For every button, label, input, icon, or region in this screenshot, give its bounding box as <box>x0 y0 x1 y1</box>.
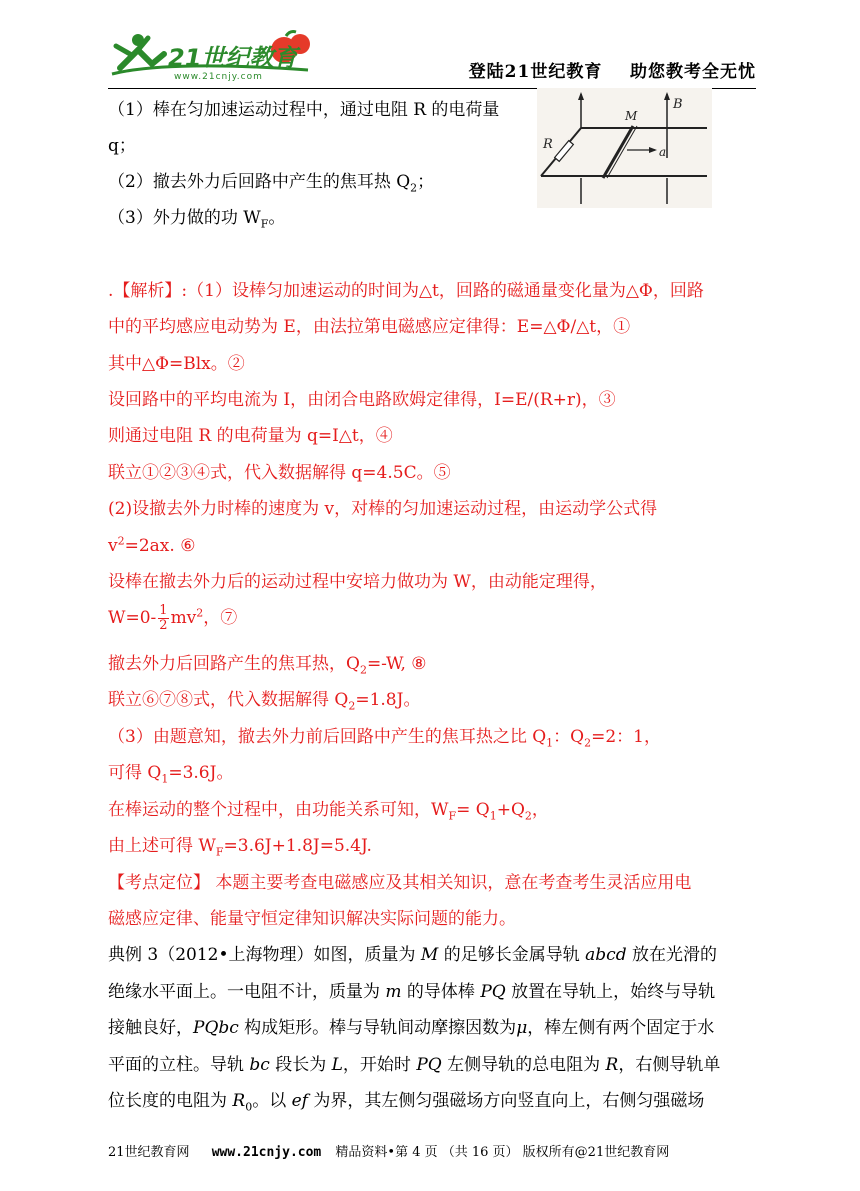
text: = Q <box>456 800 490 820</box>
var-bc: bc <box>249 1055 270 1075</box>
superscript: 2 <box>117 534 125 548</box>
logo-text: 21世纪教育 <box>168 44 298 72</box>
solution-line-15 <box>108 799 549 821</box>
page-footer <box>108 1141 756 1160</box>
question-1-line-2: q； <box>108 136 136 156</box>
fraction <box>158 604 168 633</box>
page-header <box>108 24 756 90</box>
solution-line-6: 联立①②③④式，代入数据解得 q=4.5C。⑤ <box>108 463 451 483</box>
text: 由上述可得 W <box>108 836 216 856</box>
label-b: B <box>673 97 683 112</box>
text: ，开始时 <box>342 1055 417 1075</box>
text: ； <box>417 172 435 192</box>
example-line-4 <box>108 1054 720 1076</box>
solution-line-3: 其中△Φ=Blx。② <box>108 354 245 374</box>
rail-diagram <box>537 88 712 208</box>
var-l: L <box>331 1055 343 1075</box>
text: （3）外力做的功 W <box>108 208 261 228</box>
label-m: M <box>625 109 638 123</box>
numerator: 1 <box>159 603 168 618</box>
solution-line-7: (2)设撤去外力时棒的速度为 v，对棒的匀加速运动过程，由运动学公式得 <box>108 499 658 519</box>
subscript: 2 <box>524 809 532 823</box>
example-line-5 <box>108 1090 704 1112</box>
subscript: 2 <box>410 181 418 195</box>
text: 接触良好， <box>108 1018 193 1038</box>
example-line-3 <box>108 1017 714 1039</box>
text: =3.6J。 <box>168 763 234 783</box>
text: 构成矩形。棒与导轨间动摩擦因数为 <box>238 1018 517 1038</box>
solution-line-2: 中的平均感应电动势为 E，由法拉第电磁感应定律得：E=△Φ/△t，① <box>108 317 631 337</box>
text: ：Q <box>553 727 585 747</box>
solution-line-8 <box>108 535 195 557</box>
text: 的足够长金属导轨 <box>438 945 586 965</box>
label-a: a <box>659 145 667 159</box>
var-r: R <box>605 1055 619 1075</box>
solution-line-17: 【考点定位】 本题主要考查电磁感应及其相关知识，意在考查考生灵活应用电 <box>108 873 692 893</box>
text: 联立⑥⑦⑧式，代入数据解得 Q <box>108 690 349 710</box>
header-slogan: 登陆21世纪教育 助您教考全无忧 <box>468 62 756 82</box>
text: =1.8J。 <box>355 690 421 710</box>
circuit-figure <box>537 88 712 208</box>
var-pq: PQ <box>416 1055 442 1075</box>
solution-line-10 <box>108 604 237 633</box>
var-m-capital: M <box>420 945 439 965</box>
var-abcd: abcd <box>585 945 627 965</box>
text: =-W, ⑧ <box>366 654 427 674</box>
text: 撤去外力后回路产生的焦耳热，Q <box>108 654 360 674</box>
example-line-1 <box>108 944 717 966</box>
question-1-line-1: （1）棒在匀加速运动过程中，通过电阻 R 的电荷量 <box>108 100 500 120</box>
subscript: F <box>215 845 224 859</box>
text: 可得 Q <box>108 763 162 783</box>
text: 典例 3（2012•上海物理）如图，质量为 <box>108 945 421 965</box>
var-m: m <box>385 982 402 1002</box>
text: 段长为 <box>269 1055 332 1075</box>
text: 位长度的电阻为 <box>108 1091 233 1111</box>
var-mu: μ <box>516 1018 528 1038</box>
text: v <box>108 536 118 556</box>
footer-site-name: 21世纪教育网 <box>108 1145 190 1160</box>
text: 的导体棒 <box>401 982 481 1002</box>
solution-line-9: 设棒在撤去外力后的运动过程中安培力做功为 W，由动能定理得， <box>108 572 607 592</box>
text: 左侧导轨的总电阻为 <box>441 1055 606 1075</box>
solution-line-11 <box>108 653 427 675</box>
subscript: 1 <box>489 809 497 823</box>
question-3 <box>108 207 285 229</box>
subscript: 2 <box>359 663 367 677</box>
subscript: 1 <box>161 772 169 786</box>
text: ，棒左侧有两个固定于水 <box>527 1018 715 1038</box>
subscript: 1 <box>546 736 554 750</box>
subscript: F <box>260 217 269 231</box>
question-2 <box>108 171 434 193</box>
text: =2：1， <box>591 727 661 747</box>
text: 。 <box>268 208 286 228</box>
text: ，⑦ <box>203 608 238 628</box>
solution-line-18: 磁感应定律、能量守恒定律知识解决实际问题的能力。 <box>108 909 516 929</box>
subscript: 2 <box>348 699 356 713</box>
text: mv <box>170 608 197 628</box>
text: 绝缘水平面上。一电阻不计，质量为 <box>108 982 386 1002</box>
text: （2）撤去外力后回路中产生的焦耳热 Q <box>108 172 411 192</box>
solution-line-12 <box>108 689 420 711</box>
logo-url: www.21cnjy.com <box>174 72 263 82</box>
label-r: R <box>543 137 553 152</box>
text: +Q <box>496 800 525 820</box>
subscript: 2 <box>584 736 592 750</box>
text: W=0- <box>108 608 157 628</box>
text: 为界，其左侧匀强磁场方向竖直向上，右侧匀强磁场 <box>307 1091 705 1111</box>
solution-line-13 <box>108 726 661 748</box>
footer-page-info: 精品资料•第 4 页 （共 16 页） 版权所有@21世纪教育网 <box>335 1145 670 1160</box>
subscript: F <box>448 809 457 823</box>
var-pq: PQ <box>480 982 506 1002</box>
solution-line-14 <box>108 762 233 784</box>
denominator: 2 <box>159 618 168 633</box>
text: =3.6J+1.8J=5.4J. <box>223 836 372 856</box>
text: 在棒运动的整个过程中，由功能关系可知，W <box>108 800 449 820</box>
var-ef: ef <box>291 1091 308 1111</box>
text: =2ax. ⑥ <box>124 536 196 556</box>
text: 放置在导轨上，始终与导轨 <box>505 982 716 1002</box>
solution-line-16 <box>108 835 372 857</box>
var-r0: R <box>232 1091 246 1111</box>
solution-line-4: 设回路中的平均电流为 I，由闭合电路欧姆定律得，I=E/(R+r)，③ <box>108 390 616 410</box>
subscript: 0 <box>245 1100 253 1114</box>
var-pqbc: PQbc <box>193 1018 239 1038</box>
text: ， <box>531 800 549 820</box>
text: （3）由题意知，撤去外力前后回路中产生的焦耳热之比 Q <box>108 727 547 747</box>
text: ，右侧导轨单 <box>618 1055 721 1075</box>
example-line-2 <box>108 981 715 1003</box>
solution-line-1: .【解析】:（1）设棒匀加速运动的时间为△t，回路的磁通量变化量为△Φ，回路 <box>108 281 704 301</box>
solution-line-5: 则通过电阻 R 的电荷量为 q=I△t，④ <box>108 426 393 446</box>
text: 。以 <box>252 1091 292 1111</box>
site-logo[interactable] <box>108 24 318 88</box>
text: 平面的立柱。导轨 <box>108 1055 250 1075</box>
text: 放在光滑的 <box>626 945 717 965</box>
superscript: 2 <box>196 606 204 620</box>
footer-url-link[interactable]: www.21cnjy.com <box>211 1145 322 1160</box>
